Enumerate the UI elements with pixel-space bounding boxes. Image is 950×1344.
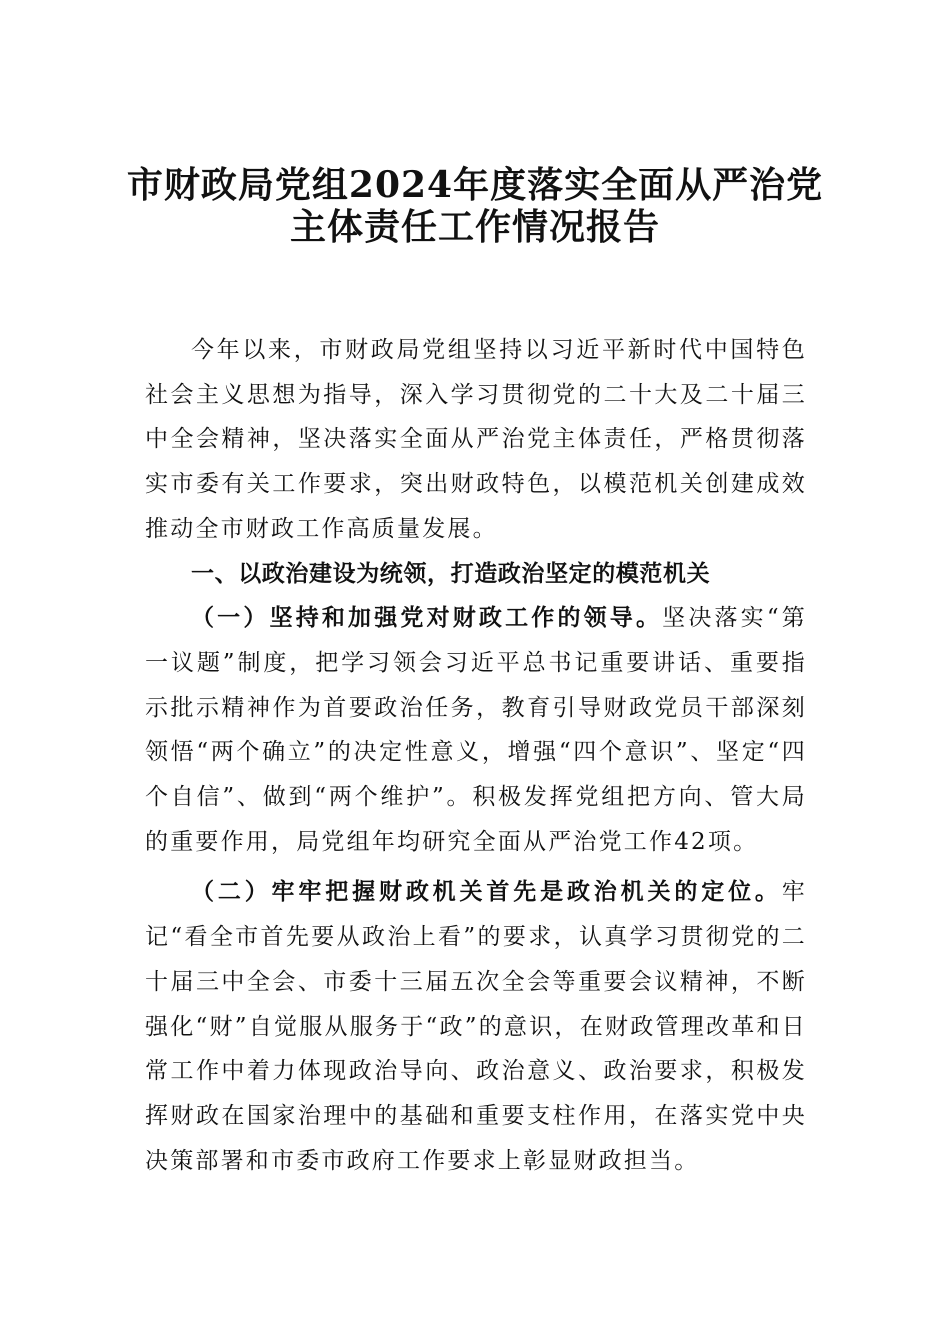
section-heading-1: 一、以政治建设为统领，打造政治坚定的模范机关 <box>191 560 711 587</box>
item-1-text: 坚决落实“第一议题”制度，把学习领会习近平总书记重要讲话、重要指示批示精神作为首要政治任务，教育引导财政党员干部深刻领悟“两个确立”的决定性意义，增强“四个意识”、坚定“四个自信”、做到“两个维护”。积极发挥党组把方向、管大局的重要作用，局党组年均研究全面从严治党工作42项。 <box>145 605 807 855</box>
document-title-line2: 主体责任工作情况报告 <box>289 206 660 248</box>
intro-paragraph: 今年以来，市财政局党组坚持以习近平新时代中国特色社会主义思想为指导，深入学习贯彻党的二十大及二十届三中全会精神，坚决落实全面从严治党主体责任，严格贯彻落实市委有关工作要求，突出财政特色，以模范机关创建成效推动全市财政工作高质量发展。 <box>145 337 807 542</box>
item-1-lead: （一）坚持和加强党对财政工作的领导。 <box>191 604 663 632</box>
document-body <box>145 328 807 1183</box>
section-item-2 <box>145 870 807 1183</box>
item-2-text: 牢记“看全市首先要从政治上看”的要求，认真学习贯彻党的二十届三中全会、市委十三届五次全会等重要会议精神，不断强化“财”自觉服从服务于“政”的意识，在财政管理改革和日常工作中着力体现政治导向、政治意义、政治要求，积极发挥财政在国家治理中的基础和重要支柱作用，在落实党中央决策部署和市委市政府工作要求上彰显财政担当。 <box>145 879 807 1174</box>
document-title-line1: 市财政局党组2024年度落实全面从严治党 <box>126 164 824 206</box>
section-item-1 <box>145 596 807 864</box>
item-2-lead: （二）牢牢把握财政机关首先是政治机关的定位。 <box>191 878 782 906</box>
